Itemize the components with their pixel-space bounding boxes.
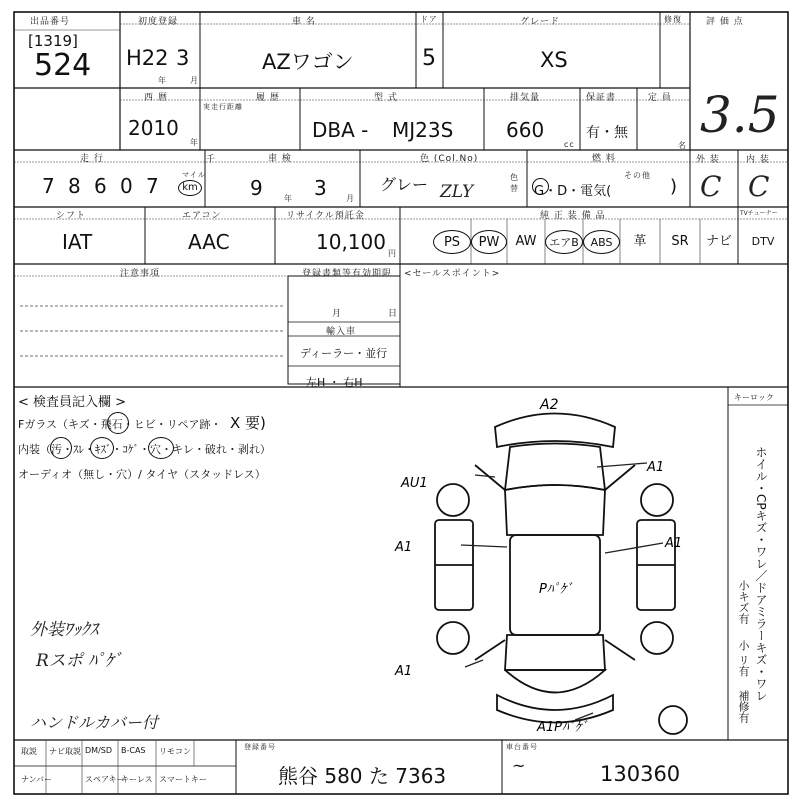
color-side: 色替 [510,173,519,193]
tv-label: TVチューナー [740,210,778,217]
footer-item: ナンバー [21,775,53,784]
score: 3.5 [700,86,780,144]
first-reg-label: 初度登録 [138,17,179,27]
equipment-item: ABS [583,230,620,254]
mark-left-front: AU1 [401,476,428,491]
recycle-label: リサイクル預託金 [286,211,365,221]
grade: XS [540,48,568,72]
recycle-unit: 円 [388,249,397,258]
shift: IAT [62,230,93,254]
footer-item: キーレス [121,775,153,784]
car-name-label: 車 名 [292,17,316,27]
windshield-shape [505,485,605,535]
grade-label: グレード [520,17,561,27]
plate: 熊谷 580 た 7363 [278,764,447,788]
side-text-4: 補修有 [737,690,750,723]
equipment-item: SR [671,234,689,249]
rear-window-shape [505,635,605,670]
chassis-number: 130360 [600,762,681,786]
equipment-item: PS [433,230,471,254]
equipment-item: PW [471,230,507,254]
score-label: 評 価 点 [706,17,744,27]
handwritten-note-1: 外装ﾜｯｸｽ [30,620,98,640]
mark-front: A2 [540,397,559,413]
lot-label: 出品番号 [30,17,71,27]
inspection-year-mark: 年 [284,194,293,203]
inspector-line1-mark: X 要) [230,414,266,432]
rear-gate-shape [505,670,605,693]
recycle: 10,100 [316,230,386,254]
mileage-digit: 7 [42,174,55,198]
model-label: 型 式 [374,93,398,103]
color-label: 色 (Col.No) [420,154,479,164]
repair-label: 修復 [664,15,682,24]
mileage-digit: 6 [94,174,107,198]
deadline-day: 日 [388,309,399,319]
model-prefix: DBA - [312,118,369,142]
exterior-label: 外 装 [696,155,720,165]
mileage-digit: 7 [146,174,159,198]
car-name: AZワゴン [262,50,354,74]
side-text-3: 小 リ有 [737,640,750,677]
fuel-close: ) [670,176,678,197]
car-diagram [395,395,685,735]
mileage-label: 走 行 [80,154,104,164]
wheel-front-left [437,484,469,516]
first-reg-era: H22 [126,46,169,70]
footer-item: スペアキー [85,775,125,784]
multiplier-label: 千 [206,155,217,165]
key-lock-label: キーロック [734,393,774,402]
rear-bumper-shape [497,695,613,723]
mark-left-mid: A1 [395,540,413,555]
handwritten-note-3: ハンドルカバー付 [30,713,159,732]
handwritten-note-2: Rスポ ﾊﾟｹﾞ [36,651,123,671]
inspector-line1: Fガラス（キズ・飛石・ヒビ・リペア跡・ [18,418,222,431]
mark-rear: A1Pﾊﾟｹﾞ [537,720,589,735]
footer-item: 取説 [21,747,37,756]
interior-label: 内 装 [746,155,770,165]
side-text: ホイル・CPキズ・ワレ／ドアミラーキズ・ワレ [754,446,768,702]
year-mark: 年 [158,76,167,85]
km-unit: km [178,180,202,196]
mark-left-rear: A1 [395,664,413,679]
fuel-label: 燃 料 [592,154,616,164]
capacity-label: 定 員 [648,93,672,103]
fuel-circle-g [532,178,549,195]
year-mark-2: 年 [190,138,199,147]
inspection-month: 3 [314,176,327,200]
doors-label: ドア [420,15,438,24]
wheel-rear-right [641,622,673,654]
side-text-2: 小キズ有 [737,580,750,624]
equipment-item: エアB [545,230,583,254]
warranty-label: 保証書 [586,93,617,103]
history-label: 履 歴 [256,93,280,103]
deadline-label: 登録書類等有効期限 [302,269,393,279]
shift-label: シフト [56,211,87,221]
inspection-label: 車 検 [268,154,292,164]
interior: C [748,170,770,203]
cc-unit: cc [564,140,575,149]
inspector-line2: 内装（汚・ｽﾚ・ｷｽﾞ・ｺｹﾞ・穴・キレ・破れ・剥れ） [18,443,271,456]
equipment-item: ナビ [705,234,732,249]
fuel-options: G・D・電気( [534,184,612,199]
displacement-label: 排気量 [510,93,541,103]
inspector-title: < 検査員記入欄 > [18,395,127,410]
doors: 5 [422,46,436,71]
circle-mark-scratch [90,437,114,459]
mark-right-mid: A1 [665,536,683,551]
equipment-item: AW [515,234,537,249]
mark-center: Pﾊﾟｹﾞ [539,582,573,597]
lot-bracket: [1319] [28,32,78,50]
mile-unit: マイル [182,171,206,179]
exterior: C [700,170,722,203]
wheel-rear-left [437,622,469,654]
person-mark: 名 [678,141,687,150]
displacement: 660 [506,118,545,142]
plate-label: 登録番号 [244,743,276,751]
chassis-dash: ~ [512,756,526,775]
spare-wheel [659,706,687,734]
steering-options: 左H ・ 右H [306,376,363,389]
mileage-digit: 8 [68,174,81,198]
footer-item: スマートキー [159,775,207,784]
footer-item: リモコン [159,747,191,756]
circle-mark-dent [148,437,174,459]
western-year: 2010 [128,116,179,140]
circle-mark-chip [107,412,129,434]
chassis-label: 車台番号 [506,743,538,751]
caution-label: 注意事項 [120,269,161,279]
mark-right-front: A1 [647,460,665,475]
lot-number: 524 [34,48,92,83]
dealer-options: ディーラー・並行 [300,347,388,360]
hood-shape [505,444,605,491]
inspector-line3: オーディオ（無し・穴）/ タイヤ（スタッドレス） [18,468,266,481]
sales-label: <セールスポイント> [404,269,501,279]
ac-label: エアコン [182,211,222,221]
deadline-month: 月 [332,309,343,319]
circle-mark-dirt [50,437,72,459]
model-code: MJ23S [392,118,454,142]
footer-item: DM/SD [85,746,112,755]
import-label: 輸入車 [326,327,357,337]
color-code: ZLY [440,182,474,202]
equipment-label: 純 正 装 備 品 [540,211,606,221]
inspection-month-mark: 月 [346,194,355,203]
footer-item: B-CAS [121,746,146,755]
inspection-year: 9 [250,176,263,200]
front-bumper-shape [495,414,615,448]
fuel-other: その他 [624,171,651,180]
month-mark: 月 [190,76,199,85]
western-label: 西 暦 [144,93,168,103]
warranty: 有・無 [586,125,628,141]
mileage-digit: 0 [120,174,133,198]
equipment-item: DTV [751,235,775,248]
ac: AAC [188,230,230,254]
equipment-item: 革 [633,234,647,249]
wheel-front-right [641,484,673,516]
history-note: 実走行距離 [203,103,243,111]
first-reg-month: 3 [176,46,190,70]
color: グレー [380,175,429,194]
footer-item: ナビ取説 [49,747,81,756]
